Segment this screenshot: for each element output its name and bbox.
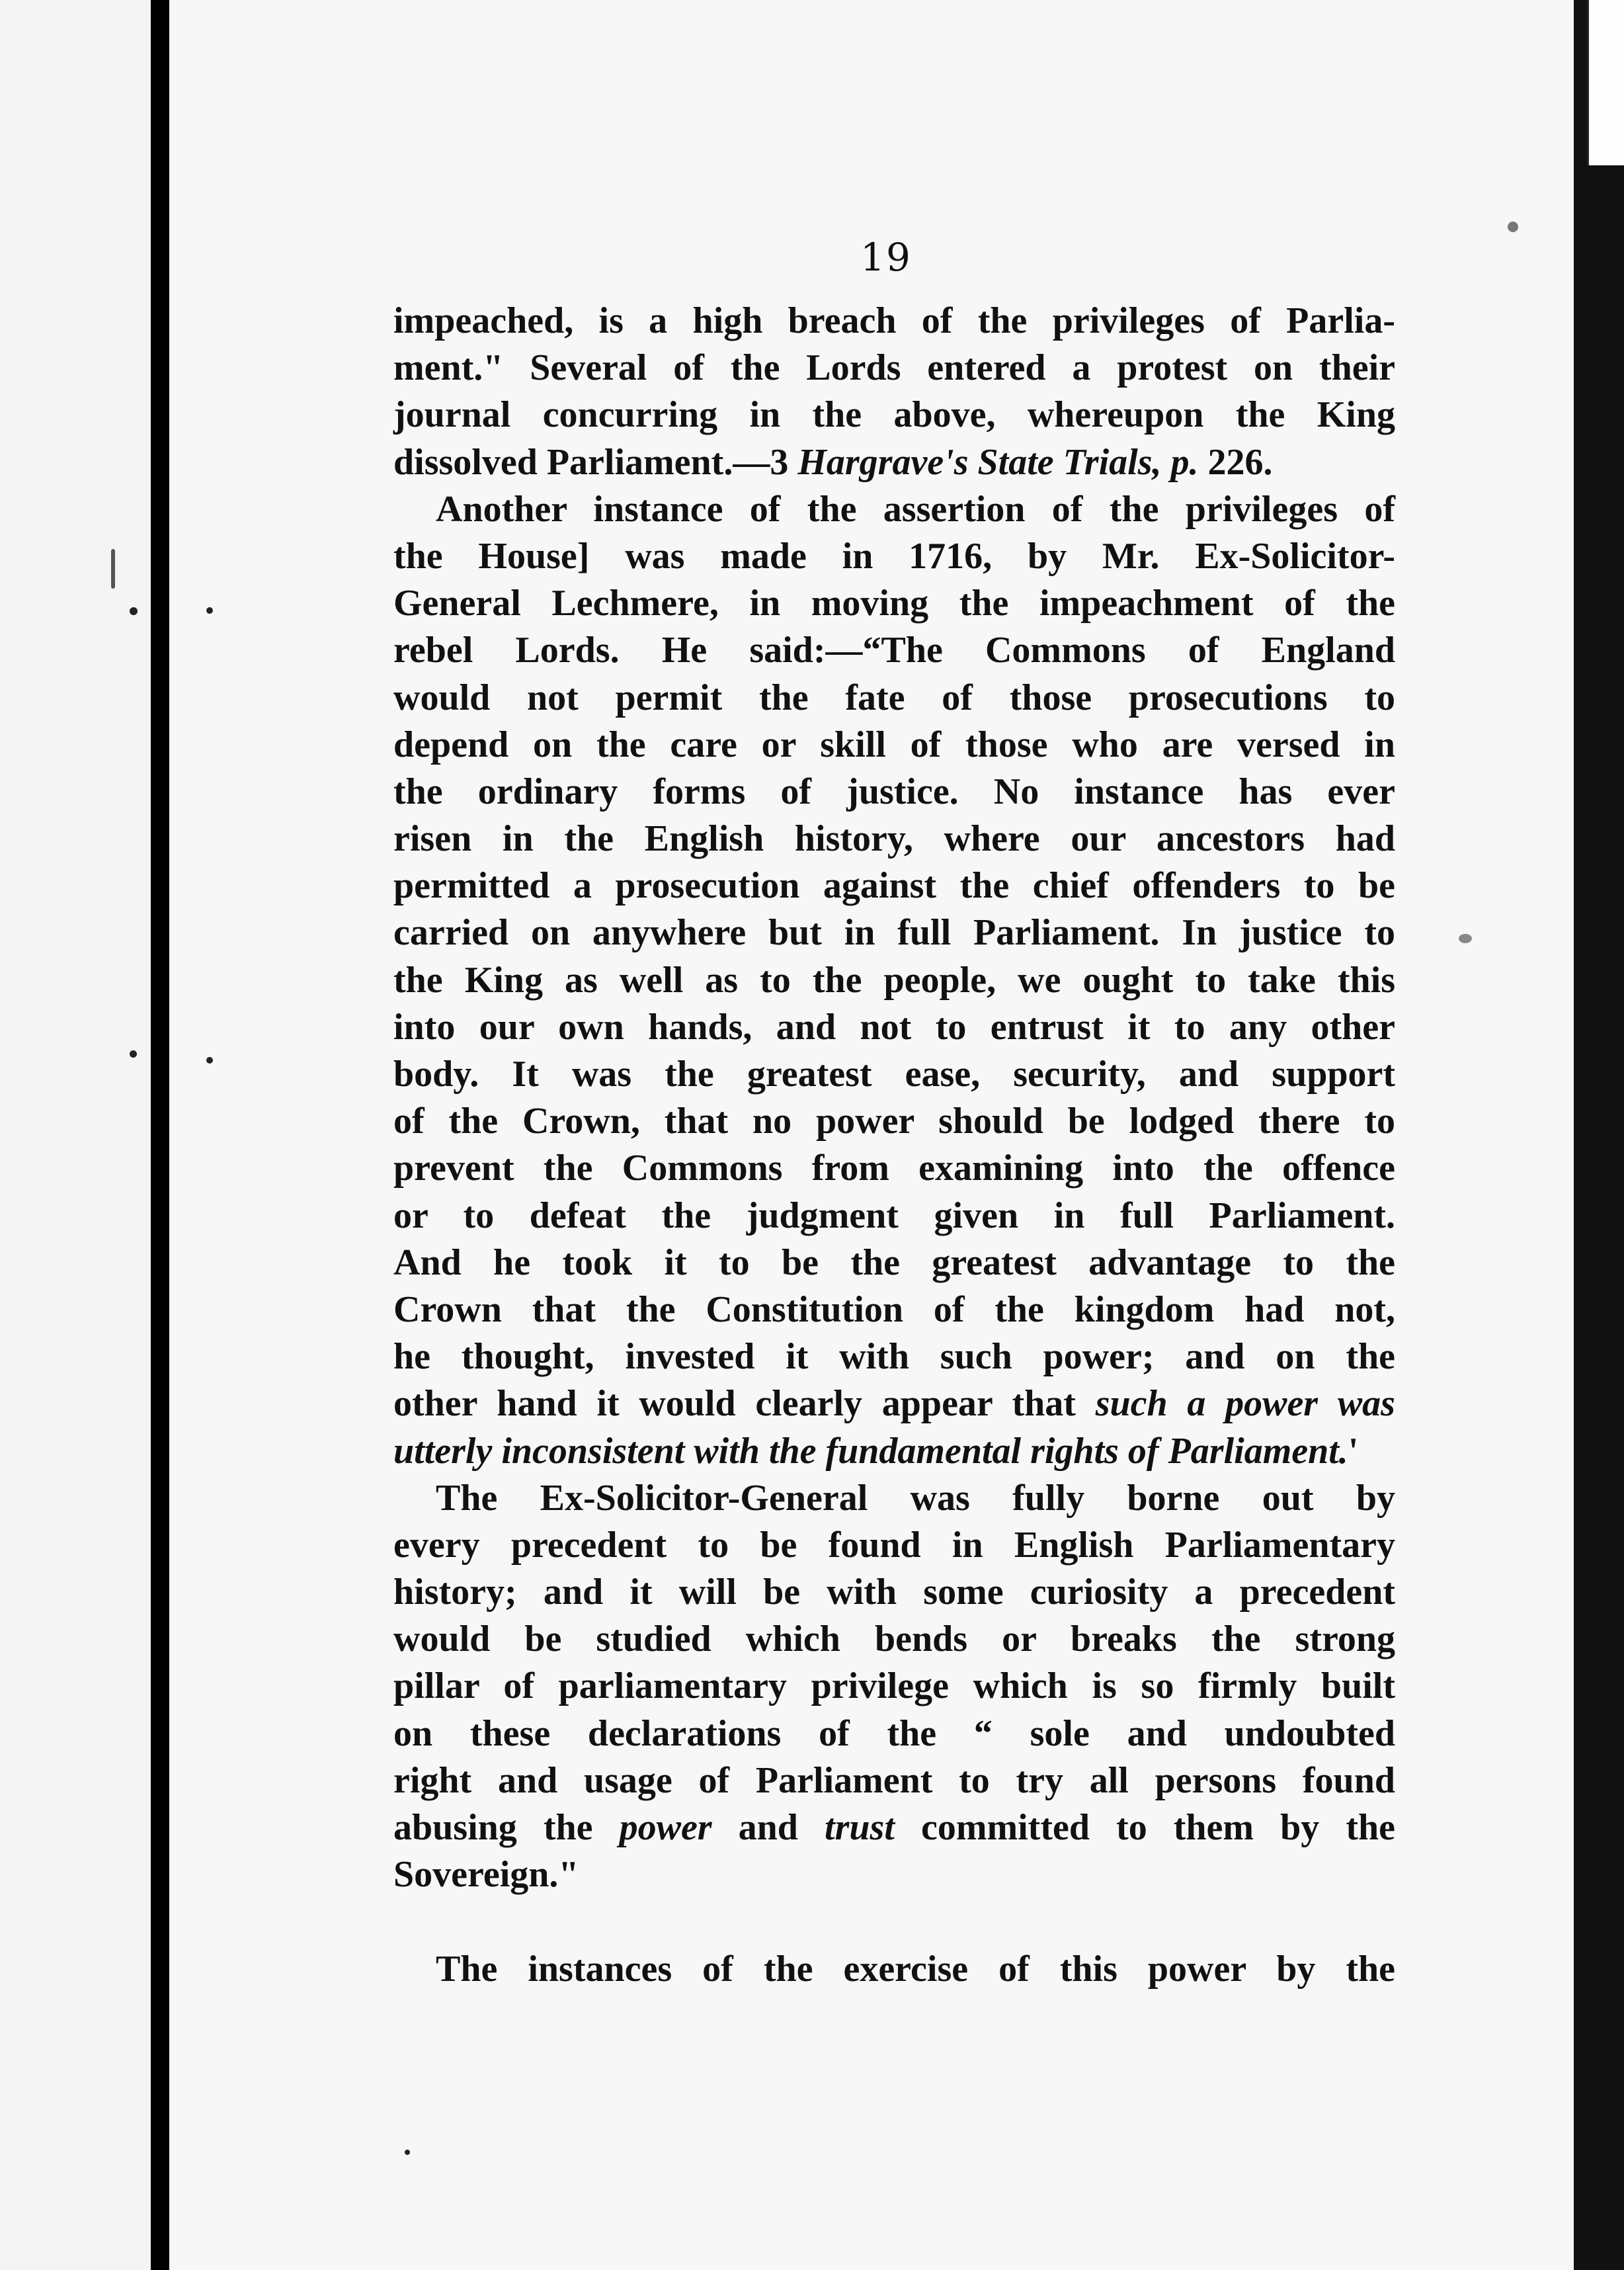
italic-text: trust (825, 1807, 895, 1848)
text-segment: the House] was made in 1716, by Mr. Ex-Solicitor- (393, 535, 1395, 577)
scan-speck (130, 1050, 137, 1058)
scan-speck (1459, 934, 1472, 943)
text-line (393, 1757, 1395, 1804)
text-segment: the ordinary forms of justice. No instance has ever (393, 771, 1395, 812)
scan-speck (405, 2150, 410, 2155)
text-segment: ment." Several of the Lords entered a protest on their (393, 347, 1395, 389)
text-segment: risen in the English history, where our ancestors had (393, 818, 1395, 860)
text-line (393, 1663, 1395, 1710)
text-segment: and (711, 1807, 825, 1848)
text-line (393, 1380, 1395, 1427)
text-line (393, 1851, 1395, 1898)
text-line (393, 1710, 1395, 1757)
text-line (393, 769, 1395, 816)
text-segment: carried on anywhere but in full Parliament. In justice to (393, 912, 1395, 954)
text-line (393, 298, 1395, 345)
text-line (393, 1616, 1395, 1663)
page-corner-edge (1587, 0, 1624, 165)
text-segment: And he took it to be the greatest advantage to the (393, 1241, 1395, 1283)
text-line (393, 1898, 1395, 1945)
text-line (393, 1569, 1395, 1616)
text-line (393, 439, 1395, 486)
book-gutter (151, 0, 169, 2270)
text-segment: body. It was the greatest ease, security, and support (393, 1054, 1395, 1095)
text-line (393, 1145, 1395, 1192)
text-segment: dissolved Parliament.—3 (393, 441, 798, 483)
text-line (393, 1333, 1395, 1380)
text-segment: every precedent to be found in English Parliamentary (393, 1524, 1395, 1566)
text-segment: would not permit the fate of those prosecutions to (393, 677, 1395, 718)
text-segment: pillar of parliamentary privilege which is so firmly built (393, 1665, 1395, 1707)
text-line (393, 392, 1395, 439)
text-segment: history; and it will be with some curiosity a precedent (393, 1572, 1395, 1613)
text-line (393, 345, 1395, 392)
text-line (393, 1004, 1395, 1051)
scan-speck (130, 607, 138, 615)
text-segment: on these declarations of the “ sole and undoubted (393, 1712, 1395, 1754)
text-segment: Sovereign." (393, 1854, 579, 1896)
text-line (393, 675, 1395, 722)
scan-speck (111, 549, 115, 589)
text-segment: rebel Lords. He said:—“The Commons of England (393, 630, 1395, 671)
text-segment: journal concurring in the above, whereupon the King (393, 394, 1395, 436)
italic-text: Hargrave's State Trials, p. (797, 441, 1199, 483)
facing-page-edge (0, 0, 151, 2270)
text-line (393, 580, 1395, 627)
text-line (393, 1286, 1395, 1333)
text-segment: of the Crown, that no power should be lodged there to (393, 1101, 1395, 1142)
text-segment: General Lechmere, in moving the impeachment of the (393, 583, 1395, 624)
text-segment: Another instance of the assertion of the privileges of (436, 488, 1395, 530)
text-line (393, 486, 1395, 533)
page-number: 19 (860, 235, 912, 280)
scan-speck (206, 607, 213, 614)
text-line (393, 862, 1395, 909)
text-line (393, 957, 1395, 1004)
text-line (393, 627, 1395, 674)
text-segment: permitted a prosecution against the chief offenders to be (393, 865, 1395, 907)
italic-text: utterly inconsistent with the fundamental rights of Parliament. (393, 1430, 1348, 1472)
text-segment: or to defeat the judgment given in full Parliament. (393, 1195, 1395, 1236)
text-segment: would be studied which bends or breaks the strong (393, 1618, 1395, 1660)
text-line (393, 1051, 1395, 1098)
text-line (393, 722, 1395, 769)
text-segment: other hand it would clearly appear that (393, 1383, 1096, 1425)
text-segment: Crown that the Constitution of the kingdom had not, (393, 1288, 1395, 1330)
text-segment: ' (1348, 1430, 1359, 1472)
text-segment: impeached, is a high breach of the privileges of Parlia- (393, 300, 1395, 341)
text-line (393, 1475, 1395, 1522)
text-line (393, 1240, 1395, 1286)
body-text (393, 298, 1395, 1993)
scan-speck (1508, 222, 1518, 232)
text-segment: The Ex-Solicitor-General was fully borne out by (436, 1477, 1395, 1519)
text-segment: 226. (1198, 441, 1273, 483)
text-line (393, 1522, 1395, 1569)
text-line (393, 1428, 1395, 1475)
text-line (393, 1946, 1395, 1993)
text-segment: committed to them by the (894, 1807, 1396, 1848)
text-segment: The instances of the exercise of this power by the (436, 1948, 1395, 1990)
text-line (393, 1193, 1395, 1240)
text-line (393, 1804, 1395, 1851)
text-segment: the King as well as to the people, we ought to take this (393, 959, 1395, 1001)
text-segment: depend on the care or skill of those who are versed in (393, 724, 1395, 765)
text-line (393, 533, 1395, 580)
text-line (393, 909, 1395, 956)
text-segment: abusing the (393, 1807, 620, 1848)
scan-speck (206, 1057, 213, 1064)
italic-text: power (619, 1807, 712, 1848)
text-segment: prevent the Commons from examining into the offence (393, 1148, 1395, 1189)
text-segment: he thought, invested it with such power; and on the (393, 1336, 1395, 1378)
italic-text: such a power was (1095, 1383, 1395, 1425)
text-line (393, 816, 1395, 862)
text-line (393, 1098, 1395, 1145)
right-scan-border (1574, 0, 1624, 2270)
text-segment: into our own hands, and not to entrust it to any other (393, 1006, 1395, 1048)
text-segment: right and usage of Parliament to try all persons found (393, 1759, 1395, 1801)
